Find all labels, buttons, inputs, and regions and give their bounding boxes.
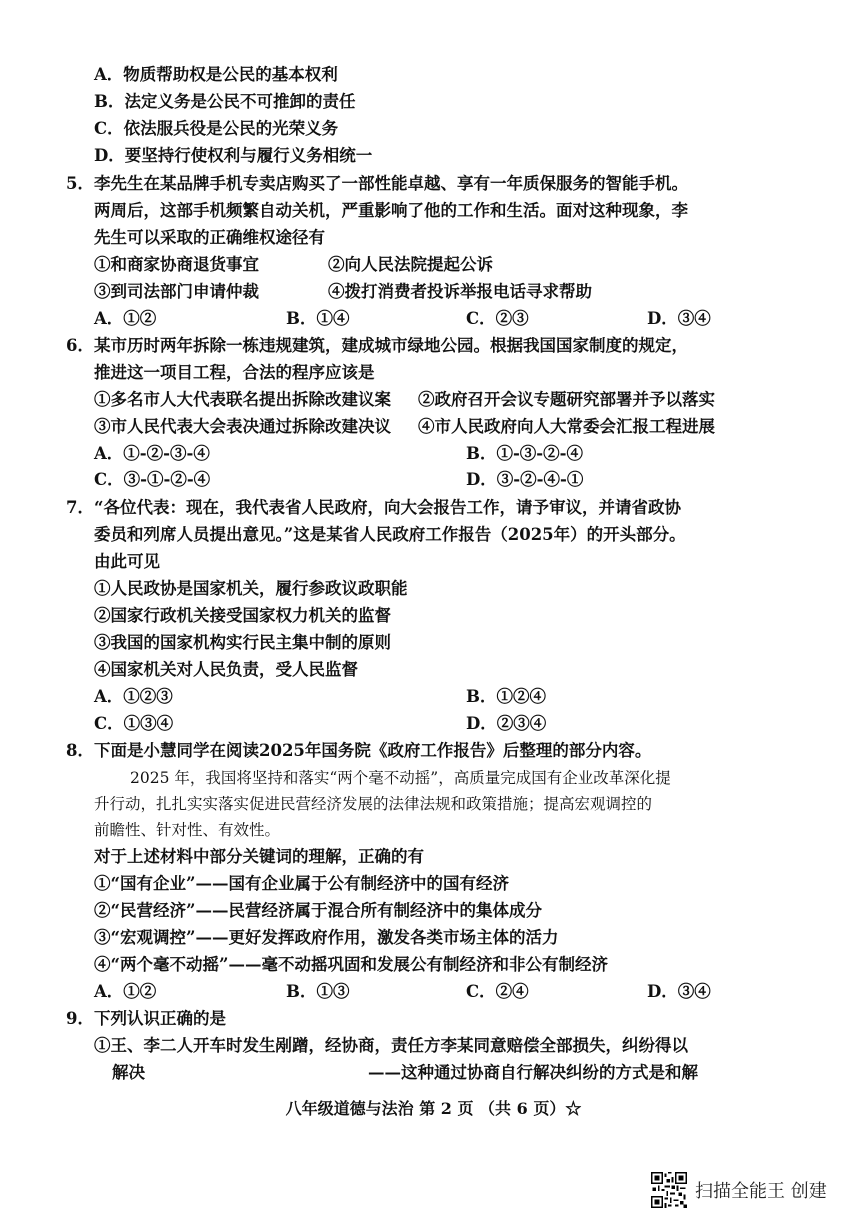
q7-choice-a: A．①②③: [94, 687, 173, 706]
q7-stem-line3: 由此可见: [94, 552, 160, 571]
q6-choice-b: B．①-③-②-④: [466, 444, 583, 463]
q8-item-2: ②“民营经济”——民营经济属于混合所有制经济中的集体成分: [94, 901, 542, 920]
q5-stem-line3: 先生可以采取的正确维权途径有: [94, 228, 325, 247]
q8-choice-b: B．①③: [286, 982, 350, 1001]
q6-choice-a: A．①-②-③-④: [94, 444, 210, 463]
q5-stem-line1: 5．李先生在某品牌手机专卖店购买了一部性能卓越、享有一年质保服务的智能手机。: [66, 174, 688, 193]
q7-item-3: ③我国的国家机构实行民主集中制的原则: [94, 633, 391, 652]
q8-quote-line1: 2025 年，我国将坚持和落实“两个毫不动摇”，高质量完成国有企业改革深化提: [130, 769, 671, 787]
q6-item-4: ④市人民政府向人大常委会汇报工程进展: [418, 417, 715, 436]
q7-item-2: ②国家行政机关接受国家权力机关的监督: [94, 606, 391, 625]
q8-choice-a: A．①②: [94, 982, 157, 1001]
q7-stem-line2: 委员和列席人员提出意见。”这是某省人民政府工作报告（2025年）的开头部分。: [94, 525, 686, 544]
qr-code-icon: [651, 1172, 687, 1208]
q5-choice-d: D．③④: [647, 309, 711, 328]
q4-option-d: D．要坚持行使权利与履行义务相统一: [94, 146, 373, 165]
q5-stem-line2: 两周后，这部手机频繁自动关机，严重影响了他的工作和生活。面对这种现象，李: [94, 201, 688, 220]
q4-option-c: C．依法服兵役是公民的光荣义务: [94, 119, 339, 138]
q8-item-3: ③“宏观调控”——更好发挥政府作用，激发各类市场主体的活力: [94, 928, 559, 947]
q8-choice-d: D．③④: [647, 982, 711, 1001]
q5-item-1: ①和商家协商退货事宜: [94, 255, 259, 274]
q5-item-3: ③到司法部门申请仲裁: [94, 282, 259, 301]
q7-stem-line1: 7．“各位代表：现在，我代表省人民政府，向大会报告工作，请予审议，并请省政协: [66, 498, 681, 517]
scanner-watermark: [651, 1172, 827, 1208]
q7-choice-b: B．①②④: [466, 687, 546, 706]
q6-choice-c: C．③-①-②-④: [94, 470, 211, 489]
q9-item1-line1: ①王、李二人开车时发生剐蹭，经协商，责任方李某同意赔偿全部损失，纠纷得以: [94, 1036, 688, 1055]
q8-item-1: ①“国有企业”——国有企业属于公有制经济中的国有经济: [94, 874, 509, 893]
q6-item-1: ①多名市人大代表联名提出拆除改建议案: [94, 390, 391, 409]
q8-quote-line3: 前瞻性、针对性、有效性。: [94, 821, 281, 839]
q5-item-4: ④拨打消费者投诉举报电话寻求帮助: [328, 282, 592, 301]
q4-option-b: B．法定义务是公民不可推卸的责任: [94, 92, 356, 111]
q5-choice-c: C．②③: [466, 309, 529, 328]
q8-choice-c: C．②④: [466, 982, 529, 1001]
q6-choice-d: D．③-②-④-①: [466, 470, 584, 489]
q9-item1-line2-end: ——这种通过协商自行解决纠纷的方式是和解: [368, 1063, 698, 1082]
q6-item-3: ③市人民代表大会表决通过拆除改建决议: [94, 417, 391, 436]
q5-item-2: ②向人民法院提起公诉: [328, 255, 493, 274]
q7-choice-c: C．①③④: [94, 714, 174, 733]
q9-item1-line2-start: 解决: [112, 1063, 145, 1082]
q5-choice-b: B．①④: [286, 309, 350, 328]
q6-stem-line2: 推进这一项目工程，合法的程序应该是: [94, 363, 375, 382]
q8-stem: 8．下面是小慧同学在阅读2025年国务院《政府工作报告》后整理的部分内容。: [66, 741, 652, 760]
q6-stem-line1: 6．某市历时两年拆除一栋违规建筑，建成城市绿地公园。根据我国国家制度的规定，: [66, 336, 688, 355]
q8-quote-line2: 升行动，扎扎实实落实促进民营经济发展的法律法规和政策措施；提高宏观调控的: [94, 795, 653, 813]
q8-item-4: ④“两个毫不动摇”——毫不动摇巩固和发展公有制经济和非公有制经济: [94, 955, 608, 974]
q7-item-1: ①人民政协是国家机关，履行参政议政职能: [94, 579, 408, 598]
q5-choice-a: A．①②: [94, 309, 157, 328]
q7-choice-d: D．②③④: [466, 714, 547, 733]
q6-item-2: ②政府召开会议专题研究部署并予以落实: [418, 390, 715, 409]
q8-prompt: 对于上述材料中部分关键词的理解，正确的有: [94, 847, 424, 866]
scanner-brand-text: 扫描全能王 创建: [695, 1181, 827, 1202]
q7-item-4: ④国家机关对人民负责，受人民监督: [94, 660, 358, 679]
q4-option-a: A．物质帮助权是公民的基本权利: [94, 65, 338, 84]
page-footer: 八年级道德与法治 第 2 页 （共 6 页）☆: [285, 1099, 582, 1118]
q9-stem: 9．下列认识正确的是: [66, 1009, 226, 1028]
